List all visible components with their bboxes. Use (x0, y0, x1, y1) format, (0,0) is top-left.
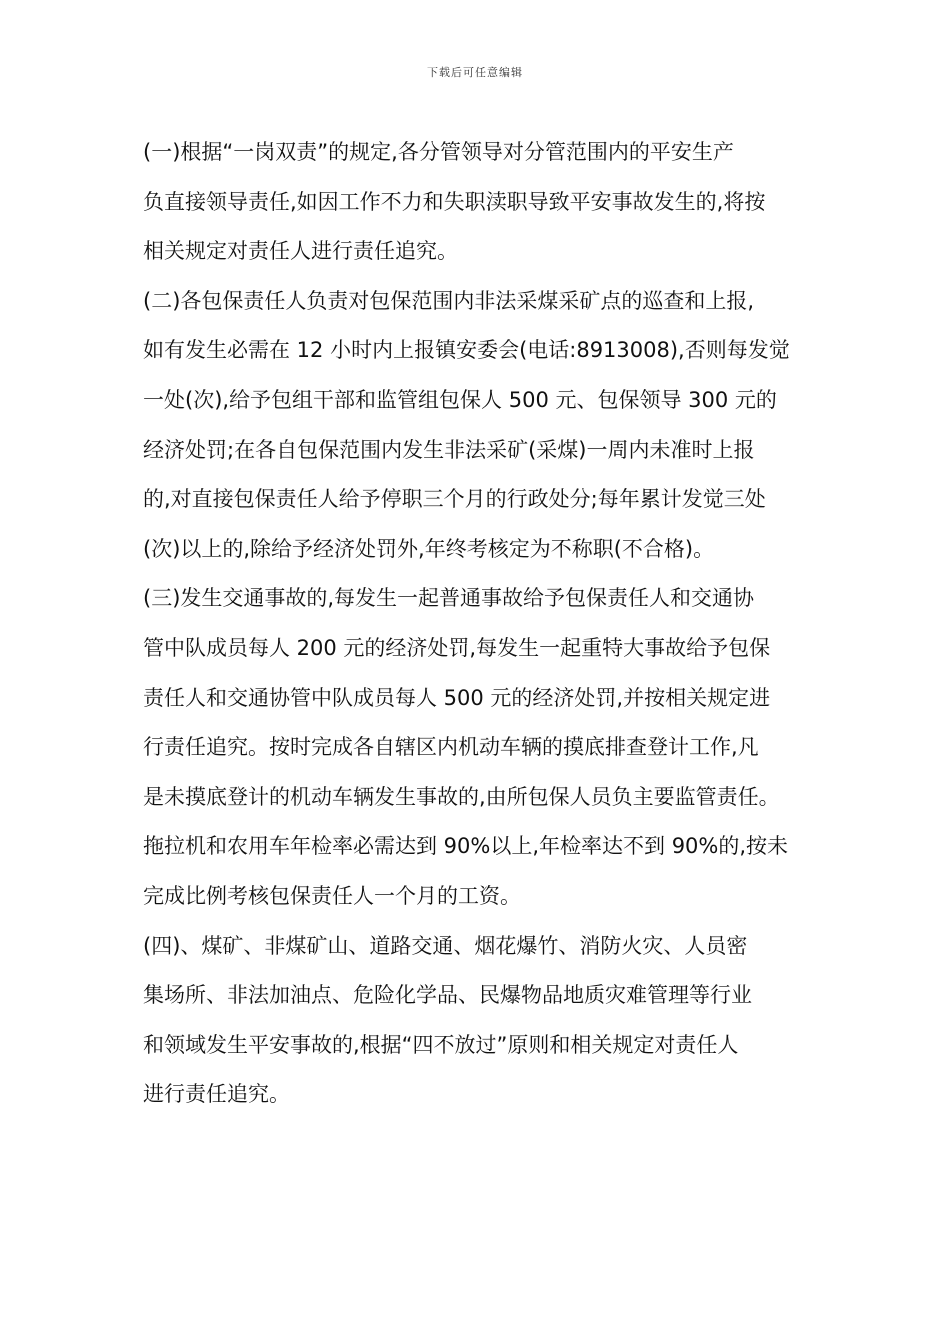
text-line: 负直接领导责任,如因工作不力和失职渎职导致平安事故发生的,将按 (143, 189, 766, 214)
text-line: (一)根据“一岗双责”的规定,各分管领导对分管范围内的平安生产 (143, 140, 734, 164)
page-header: 下载后可任意编辑 (427, 66, 523, 79)
text-line: 完成比例考核包保责任人一个月的工资。 (143, 883, 521, 908)
paragraph-2 (143, 277, 815, 575)
text-line: 的,对直接包保责任人给予停职三个月的行政处分;每年累计发觉三处 (143, 487, 766, 512)
text-line: 集场所、非法加油点、危险化学品、民爆物品地质灾难管理等行业 (143, 983, 752, 1008)
text-line: 相关规定对责任人进行责任追究。 (143, 239, 458, 264)
text-line: 进行责任追究。 (143, 1082, 290, 1107)
document-body (143, 128, 815, 1120)
text-line: (次)以上的,除给予经济处罚外,年终考核定为不称职(不合格)。 (143, 536, 715, 561)
paragraph-1 (143, 128, 815, 277)
text-line: 和领域发生平安事故的,根据“四不放过”原则和相关规定对责任人 (143, 1032, 739, 1057)
text-line: 是未摸底登计的机动车辆发生事故的,由所包保人员负主要监管责任。 (143, 784, 780, 809)
text-line: (二)各包保责任人负责对包保范围内非法采煤采矿点的巡查和上报, (143, 288, 755, 313)
paragraph-3 (143, 574, 815, 921)
text-line: (四)、煤矿、非煤矿山、道路交通、烟花爆竹、消防火灾、人员密 (143, 933, 748, 958)
paragraph-4 (143, 922, 815, 1120)
text-line: (三)发生交通事故的,每发生一起普通事故给予包保责任人和交通协 (143, 586, 755, 611)
text-line: 行责任追究。按时完成各自辖区内机动车辆的摸底排查登计工作,凡 (143, 735, 759, 760)
text-line: 管中队成员每人 200 元的经济处罚,每发生一起重特大事故给予包保 (143, 635, 771, 660)
text-line: 经济处罚;在各自包保范围内发生非法采矿(采煤)一周内未准时上报 (143, 437, 755, 462)
text-line: 拖拉机和农用车年检率必需达到 90%以上,年检率达不到 90%的,按未 (143, 834, 789, 859)
text-line: 责任人和交通协管中队成员每人 500 元的经济处罚,并按相关规定进 (143, 685, 771, 710)
text-line: 如有发生必需在 12 小时内上报镇安委会(电话:8913008),否则每发觉 (143, 338, 790, 363)
text-line: 一处(次),给予包组干部和监管组包保人 500 元、包保领导 300 元的 (143, 387, 777, 412)
